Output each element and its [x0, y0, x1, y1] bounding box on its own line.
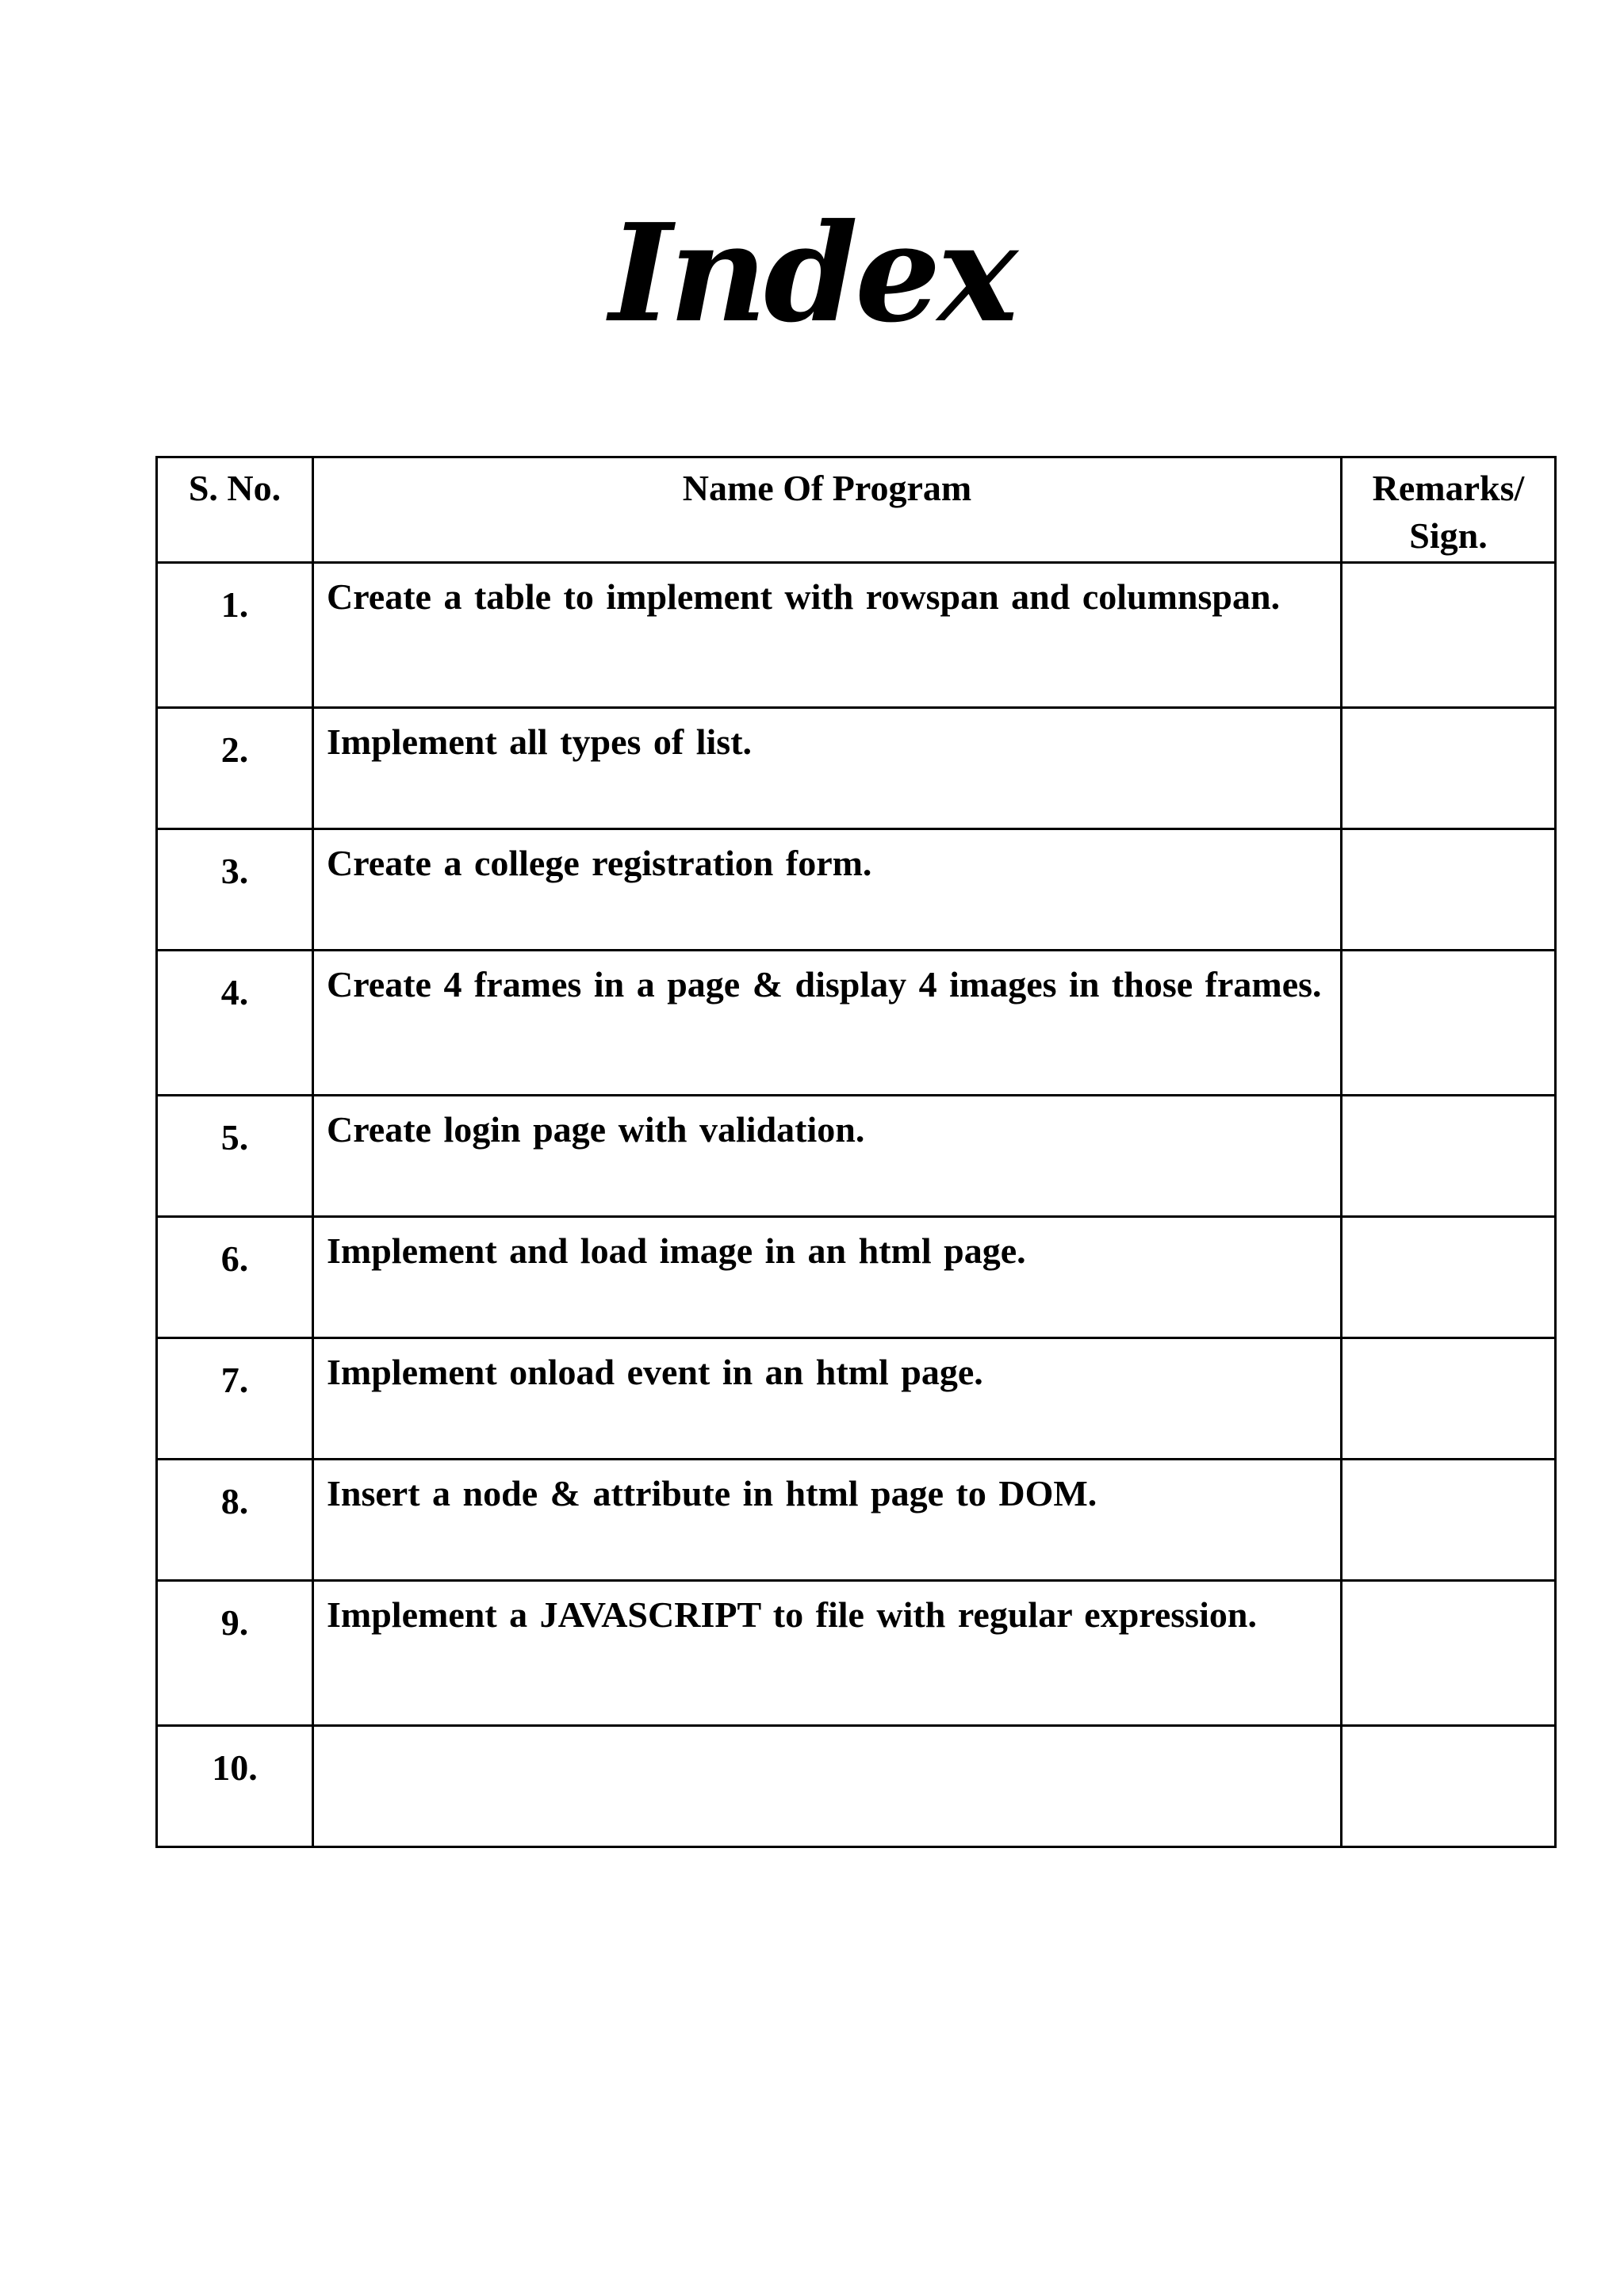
- cell-remarks: [1342, 1726, 1556, 1847]
- table-header-row: [157, 457, 1556, 563]
- cell-sno: 5.: [157, 1096, 313, 1217]
- cell-sno: 4.: [157, 951, 313, 1096]
- cell-sno: 7.: [157, 1338, 313, 1460]
- cell-sno: 1.: [157, 563, 313, 708]
- cell-sno: 2.: [157, 708, 313, 829]
- cell-program-name: Insert a node & attribute in html page to DOM.: [313, 1460, 1342, 1581]
- index-table: [155, 456, 1557, 1848]
- cell-sno: 6.: [157, 1217, 313, 1338]
- cell-remarks: [1342, 951, 1556, 1096]
- table-row: [157, 829, 1556, 951]
- cell-remarks: [1342, 1460, 1556, 1581]
- table-row: [157, 1217, 1556, 1338]
- cell-remarks: [1342, 563, 1556, 708]
- table-row: [157, 1460, 1556, 1581]
- header-program-name: Name Of Program: [313, 457, 1342, 563]
- table-row: [157, 951, 1556, 1096]
- cell-program-name: Implement and load image in an html page.: [313, 1217, 1342, 1338]
- cell-program-name: Create a table to implement with rowspan and columnspan.: [313, 563, 1342, 708]
- cell-remarks: [1342, 829, 1556, 951]
- table-row: [157, 708, 1556, 829]
- cell-program-name: [313, 1726, 1342, 1847]
- cell-program-name: Create login page with validation.: [313, 1096, 1342, 1217]
- table-row: [157, 1726, 1556, 1847]
- cell-sno: 8.: [157, 1460, 313, 1581]
- cell-program-name: Implement a JAVASCRIPT to file with regular expression.: [313, 1581, 1342, 1726]
- cell-sno: 10.: [157, 1726, 313, 1847]
- header-sno: S. No.: [157, 457, 313, 563]
- cell-sno: 3.: [157, 829, 313, 951]
- table-row: [157, 1581, 1556, 1726]
- cell-remarks: [1342, 1217, 1556, 1338]
- cell-program-name: Create 4 frames in a page & display 4 images in those frames.: [313, 951, 1342, 1096]
- cell-program-name: Create a college registration form.: [313, 829, 1342, 951]
- header-remarks-sign: Remarks/ Sign.: [1342, 457, 1556, 563]
- cell-program-name: Implement all types of list.: [313, 708, 1342, 829]
- cell-remarks: [1342, 1338, 1556, 1460]
- cell-remarks: [1342, 1096, 1556, 1217]
- table-row: [157, 1338, 1556, 1460]
- cell-remarks: [1342, 1581, 1556, 1726]
- cell-program-name: Implement onload event in an html page.: [313, 1338, 1342, 1460]
- page-title: Index: [609, 194, 1015, 353]
- table-row: [157, 563, 1556, 708]
- cell-sno: 9.: [157, 1581, 313, 1726]
- cell-remarks: [1342, 708, 1556, 829]
- table-row: [157, 1096, 1556, 1217]
